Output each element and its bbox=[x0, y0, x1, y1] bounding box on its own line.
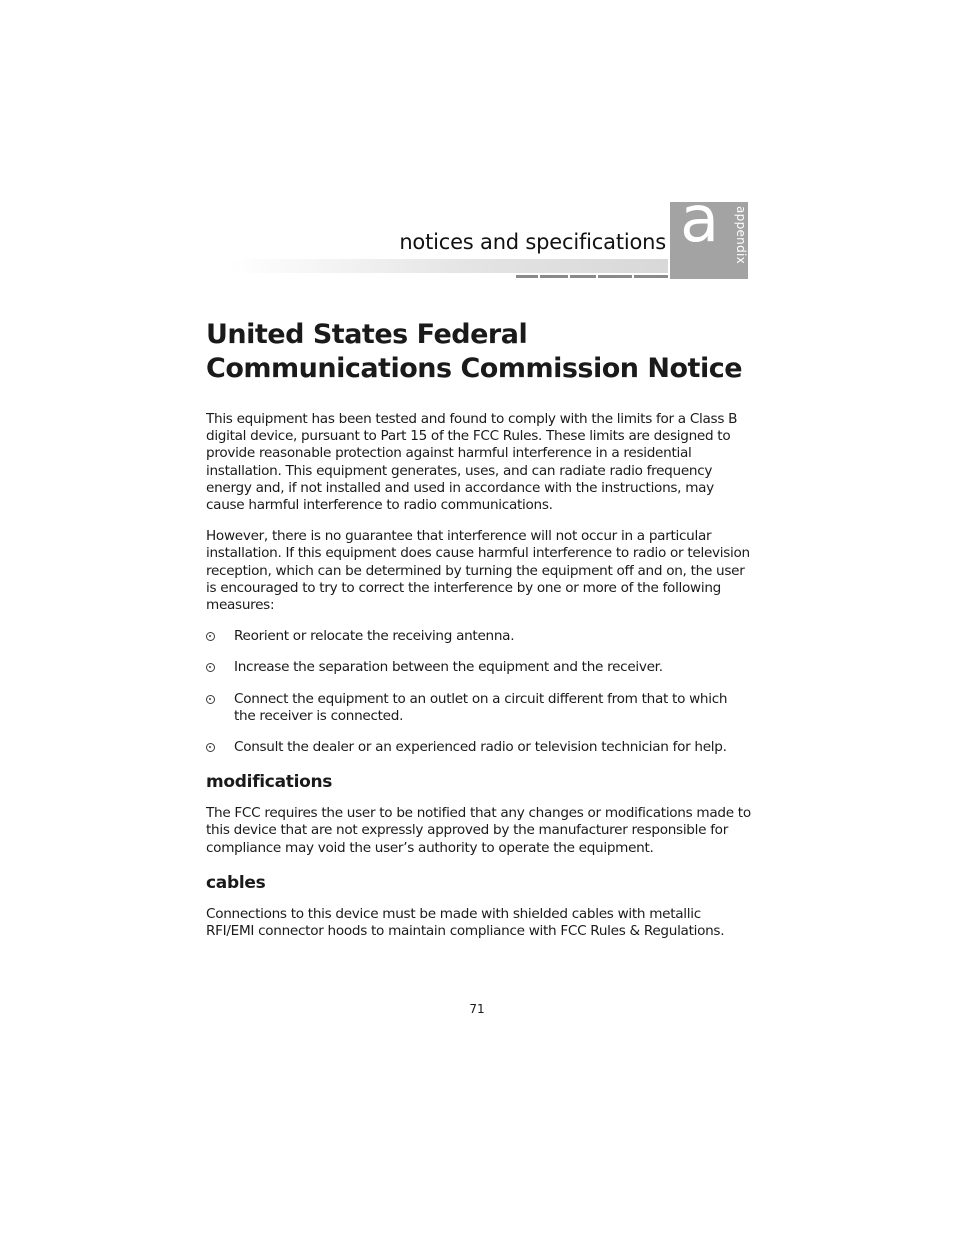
modifications-heading: modifications bbox=[206, 772, 333, 793]
page-title: United States Federal Communications Commission Notice bbox=[206, 319, 743, 384]
list-item-text: Connect the equipment to an outlet on a circuit different from that to which the receiver is connected. bbox=[234, 690, 728, 724]
measures-list bbox=[206, 628, 752, 756]
list-item bbox=[206, 659, 752, 676]
guarantee-paragraph: However, there is no guarantee that interference will not occur in a particular installation. If this equipment does cause harmful interference to radio or television reception, which can be determined by turning the equipment off and on, the user is encouraged to try to correct the interference by one or more of the following measures: bbox=[206, 528, 750, 614]
bullet-icon bbox=[206, 663, 215, 672]
intro-paragraph: This equipment has been tested and found to comply with the limits for a Class B digital device, pursuant to Part 15 of the FCC Rules. These limits are designed to provide reasonable protection against harmful interference in a residential installation. This equipment generates, uses, and can radiate radio frequency energy and, if not installed and used in accordance with the instructions, may cause harmful interference to radio communications. bbox=[206, 411, 738, 514]
header-tick-marks bbox=[516, 275, 668, 278]
page-content bbox=[206, 318, 752, 954]
chapter-header bbox=[230, 200, 750, 280]
list-item-text: Increase the separation between the equipment and the receiver. bbox=[234, 659, 663, 676]
page-number: 71 bbox=[469, 1002, 485, 1016]
appendix-label: appendix bbox=[734, 206, 748, 265]
bullet-icon bbox=[206, 743, 215, 752]
header-tick bbox=[570, 275, 596, 278]
appendix-letter: a bbox=[680, 202, 720, 257]
header-tick bbox=[598, 275, 632, 278]
list-item bbox=[206, 691, 752, 725]
header-gradient-bar bbox=[230, 259, 668, 273]
chapter-title: notices and specifications bbox=[399, 230, 666, 254]
header-tick bbox=[540, 275, 568, 278]
header-tick bbox=[516, 275, 538, 278]
modifications-paragraph: The FCC requires the user to be notified that any changes or modifications made to this device that are not expressly approved by the manufacturer responsible for compliance may void the user’s authority to operate the equipment. bbox=[206, 805, 751, 856]
list-item-text: Reorient or relocate the receiving antenna. bbox=[234, 628, 515, 645]
bullet-icon bbox=[206, 632, 215, 641]
cables-paragraph: Connections to this device must be made with shielded cables with metallic RFI/EMI connector hoods to maintain compliance with FCC Rules & Regulations. bbox=[206, 905, 725, 940]
header-tick bbox=[634, 275, 668, 278]
appendix-tab bbox=[670, 202, 748, 279]
cables-heading: cables bbox=[206, 872, 266, 893]
list-item bbox=[206, 739, 752, 756]
list-item-text: Consult the dealer or an experienced radio or television technician for help. bbox=[234, 739, 727, 756]
list-item bbox=[206, 628, 752, 645]
bullet-icon bbox=[206, 695, 215, 704]
